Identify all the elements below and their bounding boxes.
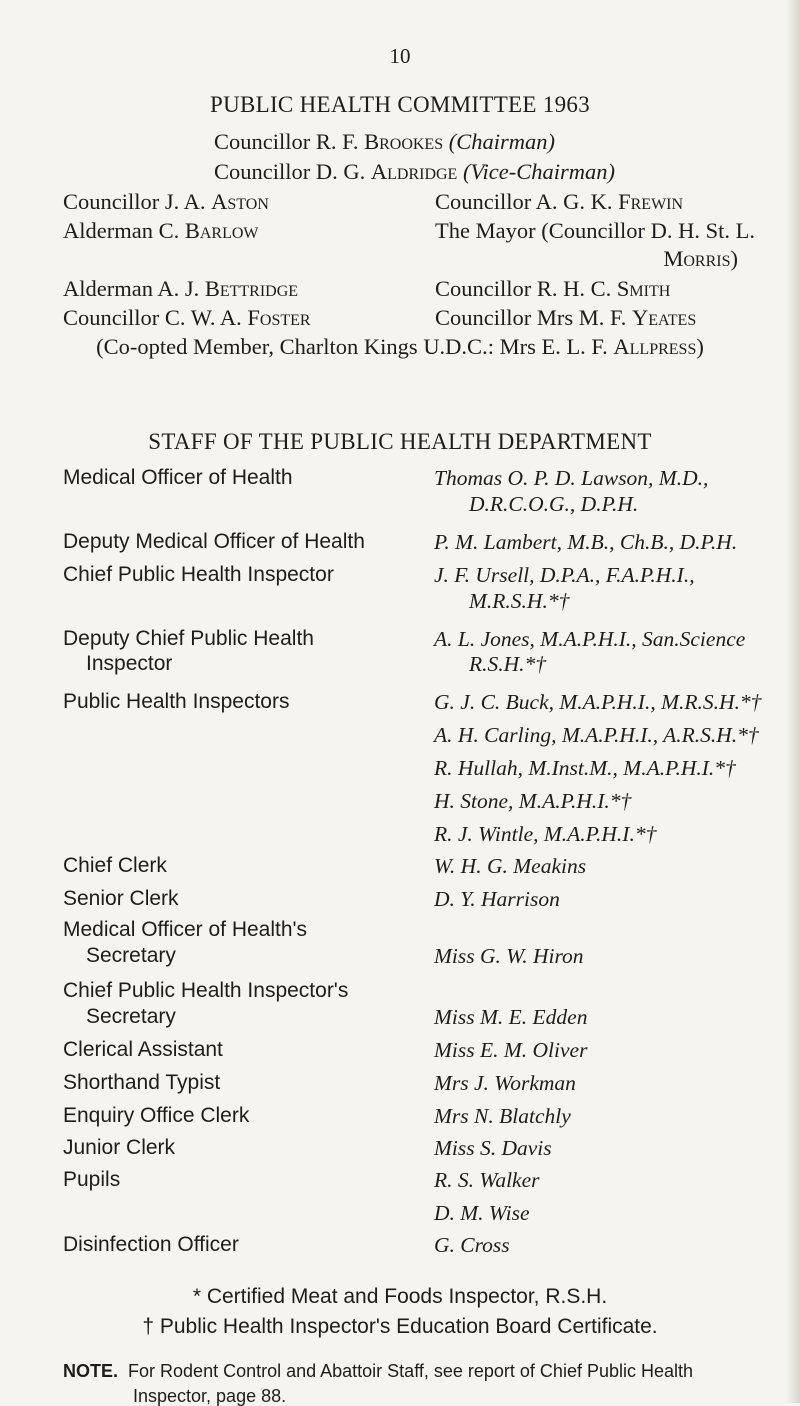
chairman-role: (Chairman) (448, 129, 555, 154)
staff-name: Thomas O. P. D. Lawson, M.D., (434, 466, 709, 490)
note-line (63, 1361, 693, 1382)
vice-chairman-prefix: Councillor D. G. (214, 159, 371, 184)
vice-chairman-line (214, 159, 615, 185)
member-right-name: Frewin (618, 189, 684, 214)
member-right-prefix: Councillor R. H. C. (435, 276, 617, 301)
staff-role: Senior Clerk (63, 887, 179, 910)
member-left (63, 305, 311, 331)
member-left (63, 218, 259, 244)
staff-role-continuation: Inspector (86, 652, 173, 675)
staff-role: Shorthand Typist (63, 1071, 221, 1094)
vice-chairman-role: (Vice-Chairman) (462, 159, 616, 184)
staff-name-continuation: D.R.C.O.G., D.P.H. (469, 492, 639, 516)
staff-name: R. Hullah, M.Inst.M., M.A.P.H.I.*† (434, 756, 736, 780)
member-right-name: Smith (616, 276, 671, 301)
staff-role: Disinfection Officer (63, 1233, 239, 1256)
staff-role: Public Health Inspectors (63, 690, 290, 713)
member-right (435, 305, 696, 331)
staff-role: Medical Officer of Health's (63, 918, 308, 941)
member-right (435, 276, 670, 302)
staff-role: Deputy Chief Public Health (63, 627, 314, 650)
staff-name: D. M. Wise (434, 1201, 530, 1225)
note-line-continuation: Inspector, page 88. (133, 1386, 287, 1406)
co-opted-suffix: ) (696, 334, 704, 359)
staff-name: Miss S. Davis (434, 1136, 552, 1160)
staff-name: A. L. Jones, M.A.P.H.I., San.Science (434, 627, 746, 651)
vice-chairman-name: Aldridge (370, 159, 458, 184)
staff-name: R. J. Wintle, M.A.P.H.I.*† (434, 822, 657, 846)
staff-role: Chief Public Health Inspector's (63, 979, 349, 1002)
staff-role: Chief Clerk (63, 854, 167, 877)
member-left-prefix: Councillor C. W. A. (63, 305, 248, 330)
staff-name: Miss G. W. Hiron (434, 944, 584, 968)
staff-name: J. F. Ursell, D.P.A., F.A.P.H.I., (434, 563, 695, 587)
staff-name-continuation: R.S.H.*† (469, 652, 547, 676)
staff-name: Miss E. M. Oliver (434, 1038, 588, 1062)
member-left-prefix: Councillor J. A. (63, 189, 212, 214)
member-left (63, 276, 298, 302)
staff-role: Enquiry Office Clerk (63, 1104, 250, 1127)
staff-name: P. M. Lambert, M.B., Ch.B., D.P.H. (434, 530, 738, 554)
staff-name: Miss M. E. Edden (434, 1005, 588, 1029)
committee-title: PUBLIC HEALTH COMMITTEE 1963 (209, 92, 591, 117)
staff-role: Medical Officer of Health (63, 466, 293, 489)
page-number: 10 (389, 44, 411, 68)
member-left-name: Bettridge (204, 276, 299, 301)
staff-title: STAFF OF THE PUBLIC HEALTH DEPARTMENT (148, 429, 652, 454)
note-text: For Rodent Control and Abattoir Staff, see report of Chief Public Health (128, 1361, 694, 1381)
member-right (435, 218, 755, 244)
member-right-name: Yeates (631, 305, 697, 330)
staff-name: H. Stone, M.A.P.H.I.*† (434, 789, 632, 813)
page-edge-shadow (786, 0, 800, 1403)
staff-name: Mrs N. Blatchly (434, 1104, 571, 1128)
member-right (435, 189, 683, 215)
staff-role: Deputy Medical Officer of Health (63, 530, 365, 553)
staff-name: G. Cross (434, 1233, 510, 1257)
member-left-name: Aston (211, 189, 269, 214)
staff-role-continuation: Secretary (86, 1005, 176, 1028)
staff-role: Junior Clerk (63, 1136, 176, 1159)
member-right-prefix: Councillor Mrs M. F. (435, 305, 632, 330)
member-left-name: Barlow (184, 218, 259, 243)
staff-role-continuation: Secretary (86, 944, 176, 967)
footnote-education-board: † Public Health Inspector's Education Board Certificate. (142, 1315, 658, 1338)
member-left-name: Foster (247, 305, 311, 330)
member-right-prefix: Councillor A. G. K. (435, 189, 619, 214)
member-right-prefix: The Mayor (Councillor D. H. St. L. (435, 218, 755, 243)
co-opted-prefix: (Co-opted Member, Charlton Kings U.D.C.: Mrs E. L. F. (96, 334, 614, 359)
member-left-prefix: Alderman C. (63, 218, 185, 243)
staff-name: D. Y. Harrison (434, 887, 560, 911)
staff-role: Clerical Assistant (63, 1038, 223, 1061)
member-right-continuation: Morris) (663, 246, 738, 271)
member-left-prefix: Alderman A. J. (63, 276, 205, 301)
note-label: NOTE. (63, 1361, 119, 1381)
staff-name: W. H. G. Meakins (434, 854, 587, 878)
chairman-prefix: Councillor R. F. (214, 129, 365, 154)
staff-name: G. J. C. Buck, M.A.P.H.I., M.R.S.H.*† (434, 690, 762, 714)
co-opted-member (0, 334, 800, 360)
staff-name: R. S. Walker (434, 1168, 540, 1192)
staff-name-continuation: M.R.S.H.*† (469, 589, 570, 613)
co-opted-name: Allpress (613, 334, 697, 359)
chairman-name: Brookes (364, 129, 444, 154)
footnote-certified-meat: * Certified Meat and Foods Inspector, R.S.H. (192, 1285, 608, 1308)
staff-name: A. H. Carling, M.A.P.H.I., A.R.S.H.*† (434, 723, 759, 747)
member-left (63, 189, 269, 215)
staff-role: Chief Public Health Inspector (63, 563, 334, 586)
staff-name: Mrs J. Workman (434, 1071, 576, 1095)
chairman-line (214, 129, 555, 155)
staff-role: Pupils (63, 1168, 121, 1191)
